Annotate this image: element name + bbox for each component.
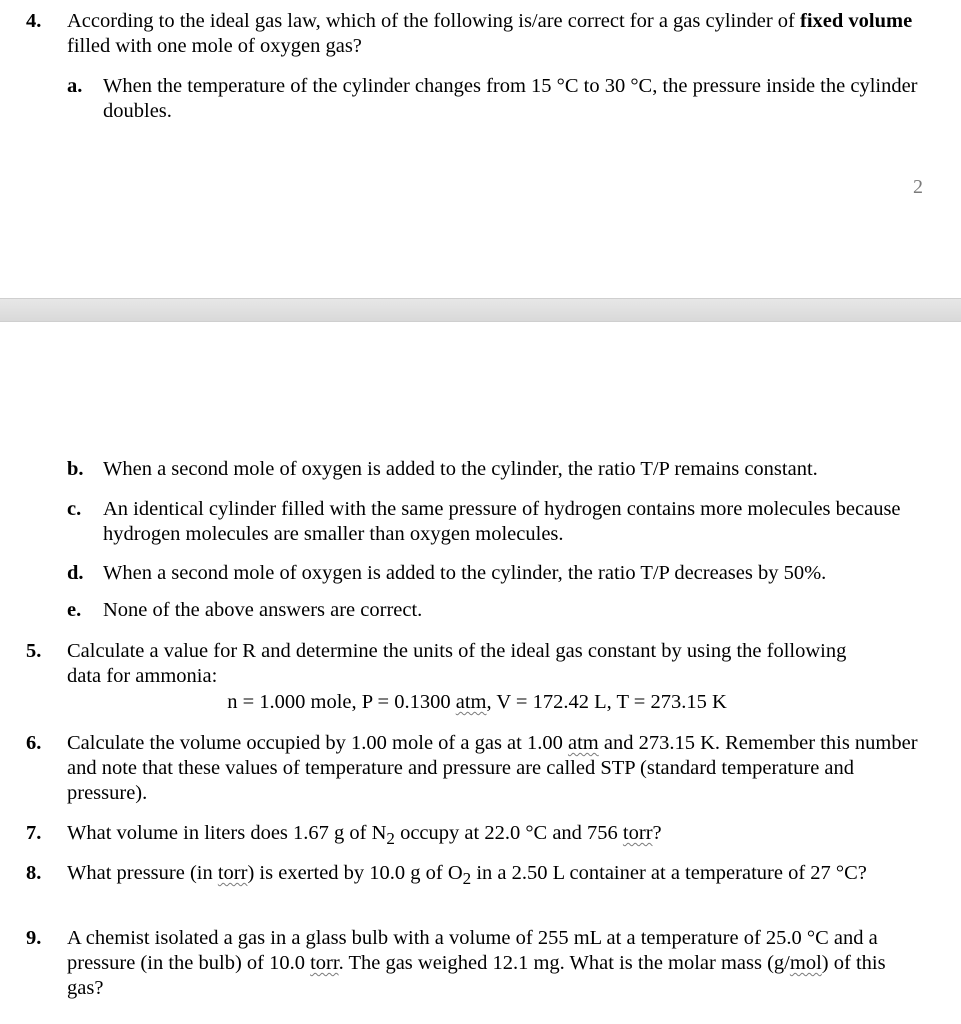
question-8: [0, 861, 961, 915]
option-text: None of the above answers are correct.: [103, 599, 423, 621]
question-text: What pressure (in torr) is exerted by 10.0 g of $O_2$ in a 2.50 L container at a temperature of 27 °C?: [67, 862, 867, 889]
option-d: [67, 561, 947, 587]
option-text: When a second mole of oxygen is added to the cylinder, the ratio T/P decreases by 50%.: [103, 562, 827, 584]
question-6: [0, 731, 961, 811]
page-number: 2: [913, 176, 923, 198]
option-c: [67, 497, 947, 549]
question-number: 4.: [26, 10, 42, 32]
subscript: 2: [462, 869, 472, 889]
option-text: When a second mole of oxygen is added to the cylinder, the ratio T/P remains constant.: [103, 458, 818, 480]
option-letter: e.: [67, 599, 82, 621]
atm-unit: atm: [455, 691, 487, 713]
question-text: A chemist isolated a gas in a glass bulb with a volume of 255 mL at a temperature of 25.0 °C and a pressure (in the bulb) of 10.0 torr. The gas weighed 12.1 mg. What is the molar mass (g/mol) of this gas?: [67, 927, 886, 999]
question-text: According to the ideal gas law, which of the following is/are correct for a gas cylinder of fixed volume filled with one mole of oxygen gas?: [67, 10, 913, 57]
torr-unit: torr: [217, 862, 248, 884]
question-number: 8.: [26, 862, 42, 884]
option-letter: d.: [67, 562, 84, 584]
option-text: An identical cylinder filled with the same pressure of hydrogen contains more molecules because hydrogen molecules are smaller than oxygen molecules.: [103, 498, 901, 545]
question-number: 6.: [26, 732, 42, 754]
question-text: Calculate a value for R and determine the units of the ideal gas constant by using the following data for ammonia:: [67, 640, 847, 687]
emphasis-text: fixed volume: [800, 10, 913, 32]
atm-unit: atm: [567, 732, 599, 754]
option-a: [67, 74, 947, 126]
question-number: 5.: [26, 640, 42, 662]
torr-unit: torr: [310, 952, 339, 974]
page-break-divider: [0, 298, 961, 322]
mol-unit: mol: [789, 952, 822, 974]
ammonia-data: n = 1.000 mole, P = 0.1300 atm, V = 172.42 L, T = 273.15 K: [227, 691, 727, 713]
question-5: [0, 639, 961, 719]
question-number: 9.: [26, 927, 42, 949]
question-9: [0, 926, 961, 1006]
question-text: What volume in liters does 1.67 g of $N_2$ occupy at 22.0 °C and 756 torr?: [67, 822, 662, 849]
option-b: [67, 457, 947, 483]
subscript: 2: [386, 829, 395, 849]
question-4: [0, 9, 961, 69]
option-e: [67, 598, 947, 624]
option-letter: a.: [67, 75, 83, 97]
torr-unit: torr: [622, 822, 653, 844]
option-text: When the temperature of the cylinder changes from 15 °C to 30 °C, the pressure inside the cylinder doubles.: [103, 75, 918, 122]
option-letter: c.: [67, 498, 82, 520]
question-number: 7.: [26, 822, 42, 844]
question-text: Calculate the volume occupied by 1.00 mole of a gas at 1.00 atm and 273.15 K. Remember this number and note that these values of temperature and pressure are called STP (standard temperature and pressure).: [67, 732, 918, 804]
option-letter: b.: [67, 458, 84, 480]
question-7: [0, 821, 961, 849]
